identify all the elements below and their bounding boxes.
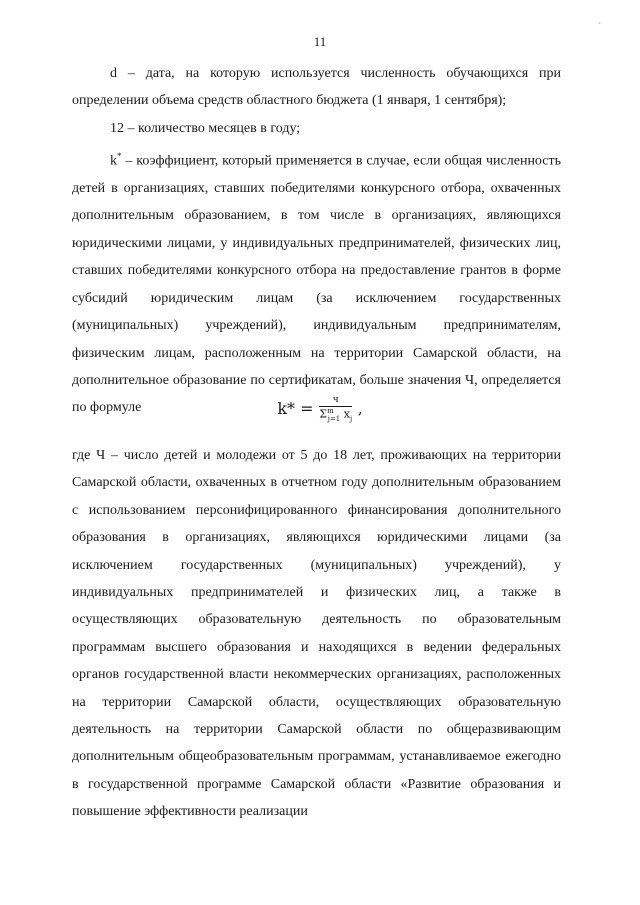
formula-numerator: ч: [319, 396, 352, 407]
formula-sum-upper: m: [327, 407, 334, 415]
formula-sum-lower: j=1: [327, 414, 341, 423]
page-number: 11: [313, 34, 327, 49]
formula-var-index: j: [349, 414, 353, 423]
paragraph-12-text: 12 – количество месяцев в году;: [110, 121, 301, 136]
paragraph-where: [72, 442, 561, 826]
paragraph-k: [72, 143, 561, 422]
paragraph-d-text: d – дата, на которую используется численность обучающихся при определении объема средств областного бюджета (1 января, 1 сентября);: [72, 66, 561, 109]
formula-var: x: [343, 407, 350, 421]
paragraph-12: [72, 115, 561, 142]
formula-sum-sign: Σ: [319, 407, 328, 421]
paragraph-k-text: [72, 143, 561, 422]
formula-fraction: [319, 396, 352, 423]
formula-lhs: k* =: [277, 399, 314, 419]
k-star: *: [117, 151, 122, 161]
formula-k-star: [0, 396, 640, 423]
formula-denominator: [319, 407, 352, 423]
formula-tail: ,: [357, 399, 363, 418]
k-symbol: k: [110, 153, 117, 169]
paragraph-d: [72, 60, 561, 115]
scan-mark: ˎ: [598, 14, 601, 24]
paragraph-where-text: где Ч – число детей и молодежи от 5 до 18 лет, проживающих на территории Самарской области, охваченных в отчетном году дополнительным образованием с использованием персонифицированного финансирования дополнительного образования в организациях, являющихся юридическими лицами (за исключением государственных (муниципальных) учреждений), у индивидуальных предпринимателей и физических лиц, а также в осуществляющих образовательную деятельность по образовательным программам высшего образования и находящихся в ведении федеральных органов государственной власти некоммерческих организациях, расположенных на территории Самарской области, осуществляющих образовательную деятельность на территории Самарской области по общеразвивающим дополнительным общеобразовательным программам, устанавливаемое ежегодно в государственной программе Самарской области «Развитие образования и повышение эффективности реализации: [72, 448, 561, 820]
paragraph-k-body: – коэффициент, который применяется в случае, если общая численность детей в организациях, ставших победителями конкурсного отбора, охваченных дополнительным образованием, в том числе в организациях, являющихся юридическими лицами, у индивидуальных предпринимателей, физических лиц, ставших победителями конкурсного отбора на предоставление грантов в форме субсидий юридическим лицам (за исключением государственных (муниципальных) учреждений), индивидуальным предпринимателям, физическим лицам, расположенным на территории Самарской области, на дополнительное образование по сертификатам, больше значения Ч, определяется по формуле: [72, 153, 561, 416]
